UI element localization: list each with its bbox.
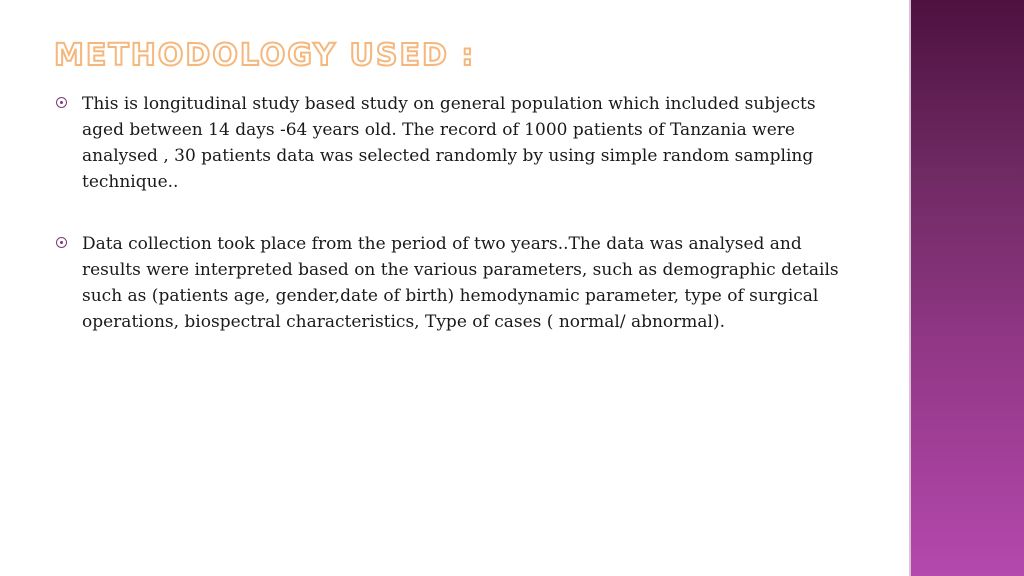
bullet-item — [56, 231, 856, 335]
slide-title: METHODOLOGY USED : — [54, 38, 476, 73]
bullet-text: This is longitudinal study based study on general population which included subjects aged between 14 days -64 years old. The record of 1000 patients of Tanzania were analysed , 30 patients data was selected randomly by using simple random sampling technique.. — [82, 94, 816, 192]
decorative-side-band — [911, 0, 1024, 576]
circle-dot-icon — [56, 237, 67, 248]
bullet-list — [56, 91, 856, 371]
bullet-item — [56, 91, 856, 195]
bullet-text: Data collection took place from the period of two years..The data was analysed and results were interpreted based on the various parameters, such as demographic details such as (patients age, gender,date of birth) hemodynamic parameter, type of surgical operations, biospectral characteristics, Type of cases ( normal/ abnormal). — [82, 234, 839, 332]
circle-dot-icon — [56, 97, 67, 108]
